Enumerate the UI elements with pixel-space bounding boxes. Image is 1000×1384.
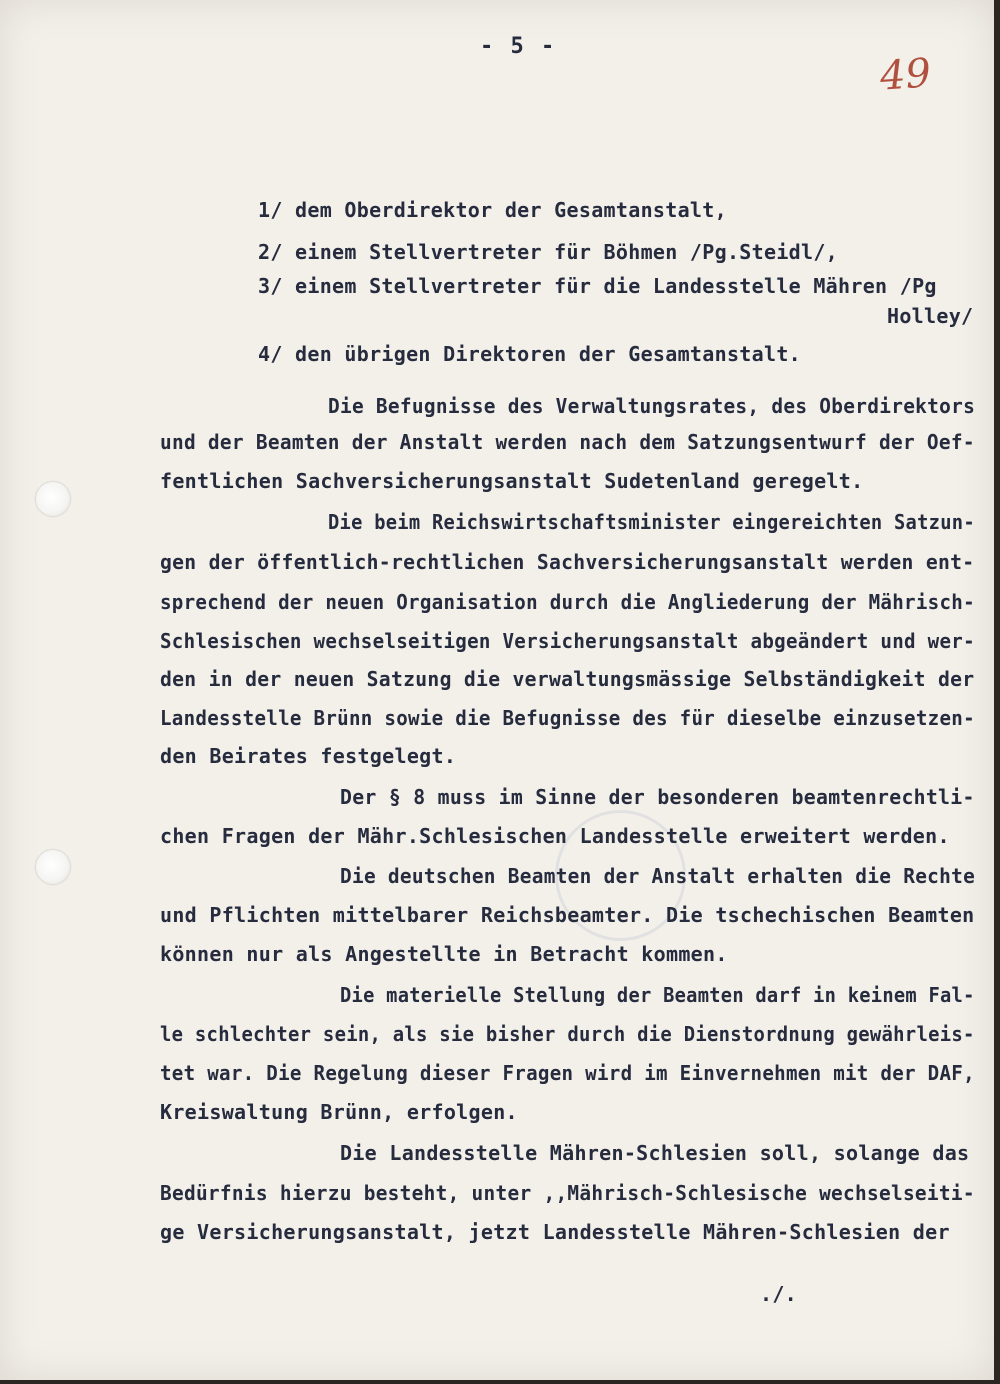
scan-edge-right [994,0,1000,1384]
list-item: 2/ einem Stellvertreter für Böhmen /Pg.Steidl/, [258,240,839,264]
paragraph-line: Die Landesstelle Mähren-Schlesien soll, solange das [340,1141,970,1165]
punch-hole-top [36,482,70,516]
list-item-continuation: Holley/ [887,304,974,328]
paragraph-line: können nur als Angestellte in Betracht kommen. [160,942,728,966]
list-item: 3/ einem Stellvertreter für die Landesstelle Mähren /Pg [258,274,937,298]
list-item: 1/ dem Oberdirektor der Gesamtanstalt, [258,198,727,222]
paragraph-line: Die deutschen Beamten der Anstalt erhalten die Rechte [340,864,976,888]
paragraph-line: den in der neuen Satzung die verwaltungsmässige Selbständigkeit der [160,667,975,691]
paragraph-line: Landesstelle Brünn sowie die Befugnisse des für dieselbe einzusetzen- [160,706,975,730]
paragraph-line: tet war. Die Regelung dieser Fragen wird im Einvernehmen mit der DAF, [160,1061,975,1085]
paragraph-line: Bedürfnis hierzu besteht, unter ,,Mährisch-Schlesische wechselseiti- [160,1181,975,1205]
list-item: 4/ den übrigen Direktoren der Gesamtanstalt. [258,342,802,366]
paragraph-line: Die Befugnisse des Verwaltungsrates, des Oberdirektors [328,394,976,418]
scan-edge-bottom [0,1380,1000,1384]
paragraph-line: Der § 8 muss im Sinne der besonderen beamtenrechtli- [340,785,975,809]
paragraph-line: und Pflichten mittelbarer Reichsbeamter. Die tschechischen Beamten [160,903,975,927]
paragraph-line: Die beim Reichswirtschaftsminister eingereichten Satzun- [328,510,975,534]
page-number: - 5 - [480,34,557,59]
paragraph-line: Die materielle Stellung der Beamten darf in keinem Fal- [340,983,975,1007]
paragraph-line: sprechend der neuen Organisation durch die Angliederung der Mährisch- [160,590,975,614]
paragraph-line: Kreiswaltung Brünn, erfolgen. [160,1100,518,1124]
paragraph-line: und der Beamten der Anstalt werden nach dem Satzungsentwurf der Oef- [160,430,975,454]
paragraph-line: le schlechter sein, als sie bisher durch die Dienstordnung gewährleis- [160,1022,975,1046]
paragraph-line: ge Versicherungsanstalt, jetzt Landesstelle Mähren-Schlesien der [160,1220,950,1244]
paragraph-line: den Beirates festgelegt. [160,744,457,768]
paragraph-line: chen Fragen der Mähr.Schlesischen Landesstelle erweitert werden. [160,824,950,848]
continuation-mark: ./. [760,1282,798,1306]
paragraph-line: fentlichen Sachversicherungsanstalt Sudetenland geregelt. [160,469,864,493]
punch-hole-bottom [36,850,70,884]
paragraph-line: gen der öffentlich-rechtlichen Sachversicherungsanstalt werden ent- [160,550,975,574]
paragraph-line: Schlesischen wechselseitigen Versicherungsanstalt abgeändert und wer- [160,629,975,653]
handwritten-page-mark: 49 [878,50,933,100]
